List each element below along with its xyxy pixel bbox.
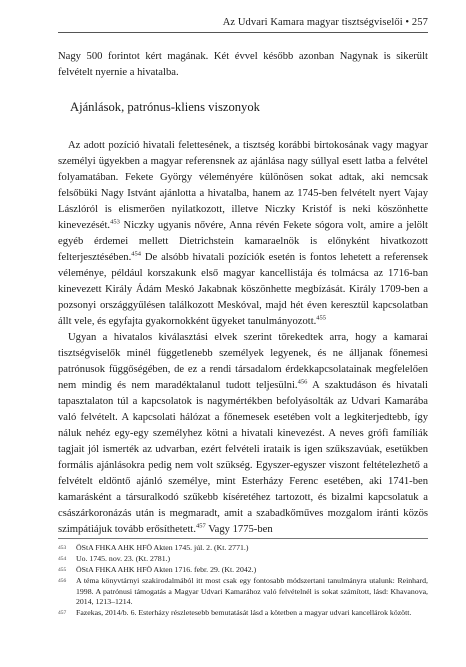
paragraph-text: De alsóbb hivatali pozíciók esetén is fontos lehetett a referensek véleménye, például korszakunk első magyar kancellistája és tolmácsa az 1716-ban kinevezett Király Ádám Meskó Jakabnak köszönhette megbízását. Király 1709-ben a pozsonyi országgyűlésen találkozott Meskóval, majd hét éven keresztül kapcsolatban állt vele, és egyfajta gyakornokként ügyeket tanulmányozott. xyxy=(58,252,428,327)
body-text xyxy=(58,138,428,538)
footnote-number: 453 xyxy=(58,545,67,551)
paragraph-top: Nagy 500 forintot kért magának. Két évvel később azonban Nagynak is sikerült felvételt nyernie a hivatalba. xyxy=(58,51,428,78)
paragraph-text: Vagy 1775-ben xyxy=(205,524,273,535)
footnote-number: 455 xyxy=(58,567,67,573)
footnote xyxy=(58,576,428,608)
footnote xyxy=(58,608,428,619)
footnote-reference[interactable]: 456 xyxy=(297,378,308,386)
footnote-number: 456 xyxy=(58,578,67,584)
footnote-text: ÖStA FHKA AHK HFÖ Akten 1745. júl. 2. (Kt. 2771.) xyxy=(76,543,249,552)
footnote-reference[interactable]: 453 xyxy=(110,218,120,226)
body-paragraph xyxy=(58,138,428,330)
footnote-number: 457 xyxy=(58,610,67,616)
paragraph-text: Niczky ugyanis nővére, Anna révén Fekete sógora volt, amire a jelölt egyéb érdemei mellett Dietrichstein kamaraelnök is előnyként hivatkozott felterjesztésében. xyxy=(58,220,428,263)
footnote-reference[interactable]: 455 xyxy=(316,314,327,322)
footnote xyxy=(58,565,428,576)
section-heading: Ajánlások, patrónus-kliens viszonyok xyxy=(70,100,260,114)
footnote xyxy=(58,543,428,554)
footnote-divider xyxy=(58,538,428,539)
footnote-text: A téma könyvtárnyi szakirodalmából itt most csak egy fontosabb módszertani tanulmányra utalunk: Reinhard, 1998. A patrónusi támogatás a Magyar Udvari Kamarához való felvételnél is sokat számított, lásd: Khavanova, 2014, 1213–1214. xyxy=(76,576,428,606)
paragraph-text: Az adott pozíció hivatali felettesének, a tisztség korábbi birtokosának vagy magyar személyi ügyekben a magyar referensnek az ajánlása nagy súllyal esett latba a felvétel folyamatában. Fekete György véleményére különösen sokat adtak, aki nemcsak felsőbüki Nagy Istvánt ajánlotta a hivatalba, hanem az 1745-ben felvételt nyert Vajay Lászlóról is elismerően nyilatkozott, illetve Niczky Kristóf is neki köszönhette kinevezését. xyxy=(58,140,428,231)
footnote xyxy=(58,554,428,565)
running-head: Az Udvari Kamara magyar tisztségviselői • 257 xyxy=(58,17,428,33)
paragraph-text: Ugyan a hivatalos kiválasztási elvek szerint törekedtek arra, hogy a kamarai tisztségviselők minél függetlenebb személyek legyenek, és ne álljanak főnemesi patrónusok függőségében, de ez a rendi társadalom érdekkapcsolatainak megfelelően nem mindig és nem maradéktalanul tudott teljesülni. xyxy=(58,332,428,391)
footnotes xyxy=(58,543,428,619)
top-text-block xyxy=(58,49,428,81)
footnote-text: Uo. 1745. nov. 23. (Kt. 2781.) xyxy=(76,554,171,563)
footnote-number: 454 xyxy=(58,556,67,562)
footnote-reference[interactable]: 457 xyxy=(195,522,206,530)
body-paragraph xyxy=(58,330,428,538)
footnote-text: Fazekas, 2014/b. 6. Esterházy részletesebb bemutatását lásd a kötetben a magyar udvari kancellárok között. xyxy=(76,608,412,617)
paragraph-text: A szaktudáson és hivatali tapasztalaton túl a kapcsolatok is nagymértékben befolyásolták az Udvari Kamarába való felvételt. A kapcsolati hálózat a főnemesek esetében volt a legkiterjedtebb, így náluk nehéz egy-egy személyhez kötni a hivatali kinevezést. A neves grófi famíliák tagjait jól ismerték az udvarban, ezért felvételi irataik is igen szűkszavúak, esetükben formális ajánlásokra pedig nem volt szükség. Egyszer-egyszer viszont feltételezhető a felvételt eldöntő ajánló személye, mint Esterházy Ferenc esetében, aki 1741-ben kamarásként a társuralkodó szűkebb kíséretéhez tartozott, és bizalmi kapcsolatuk a császárkoronázás után is megmaradt, amit a szabadkőműves mozgalom iránti közös szimpátiájuk tovább erősíthetett. xyxy=(58,380,428,535)
footnote-text: ÖStA FHKA AHK HFÖ Akten 1716. febr. 29. (Kt. 2042.) xyxy=(76,565,257,574)
footnote-reference[interactable]: 454 xyxy=(131,250,141,258)
